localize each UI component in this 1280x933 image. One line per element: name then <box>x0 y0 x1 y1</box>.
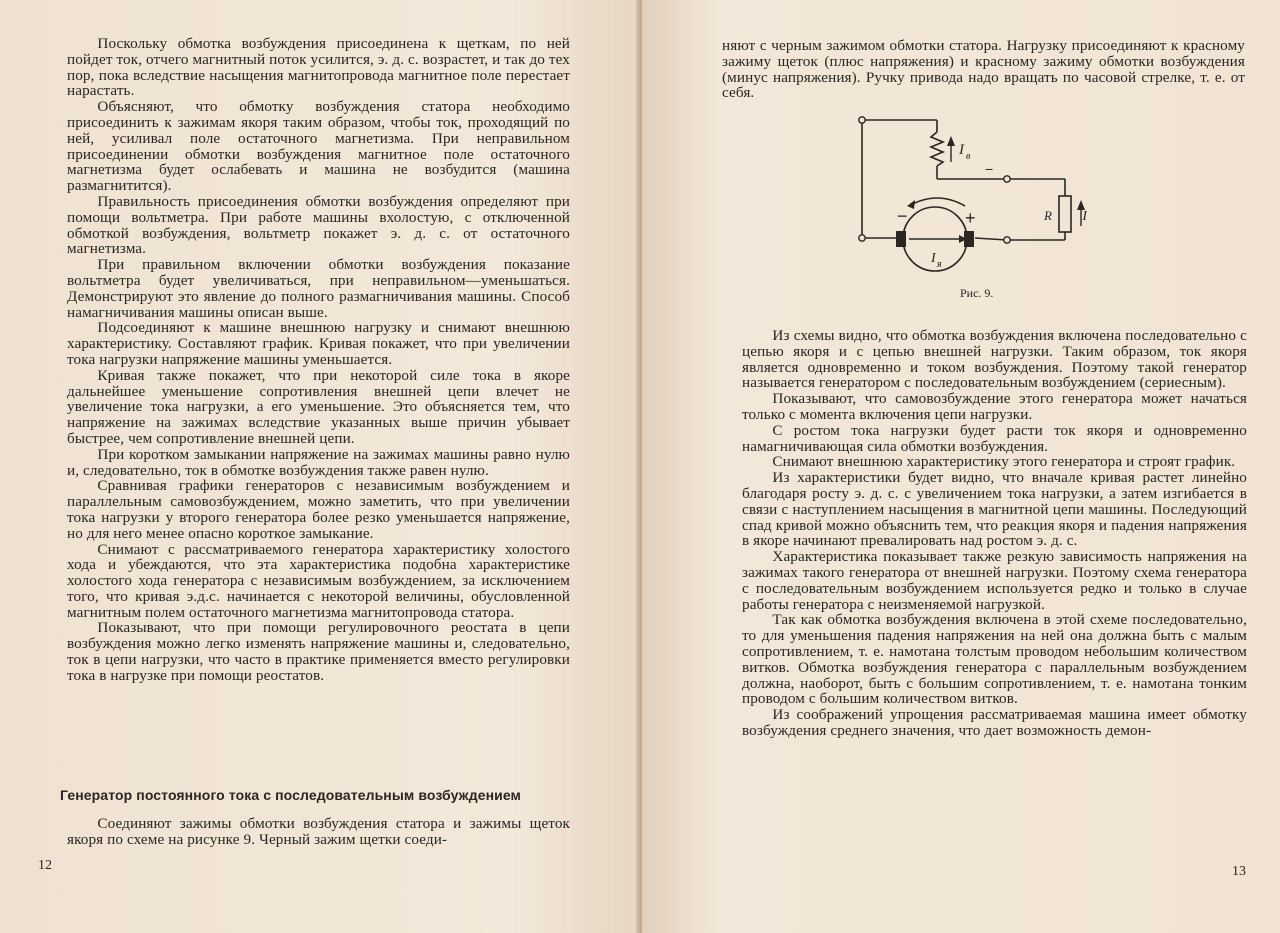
minus-sign-top: − <box>985 161 994 177</box>
field-current-label: I <box>959 142 964 158</box>
paragraph: Соединяют зажимы обмотки возбуждения статора и зажимы щеток якоря по схеме на рисунке 9. Черный зажим щетки соеди- <box>67 815 570 848</box>
field-current-subscript: в <box>966 151 971 162</box>
minus-sign-armature: − <box>897 206 908 226</box>
right-page <box>642 0 1280 933</box>
paragraph: Поскольку обмотка возбуждения присоединена к щеткам, по ней пойдет ток, отчего магнитный поток усилится, э. д. с. возрастет, и так до тех пор, пока вследствие насыщения магнитопровода магнитное поле перестает нарастать. <box>67 35 570 100</box>
armature-current-subscript: я <box>937 259 942 270</box>
left-page-text <box>67 36 570 684</box>
paragraph: При коротком замыкании напряжение на зажимах машины равно нулю и, следовательно, ток в обмотке возбуждения также равен нулю. <box>67 445 570 479</box>
terminal <box>1004 176 1010 182</box>
wire <box>975 238 1007 240</box>
paragraph: Кривая также покажет, что при некоторой силе тока в якоре дальнейшее уменьшение сопротивления внешней цепи влечет не увеличение тока нагрузки, а его уменьшение. Это объясняется тем, что напряжение на зажимах вследствие указанных выше причин убывает быстрее, чем сопротивление внешней цепи. <box>67 366 570 447</box>
field-winding-resistor <box>931 132 943 166</box>
terminal <box>859 117 865 123</box>
armature-current-label: I <box>931 251 936 266</box>
right-page-text-body <box>742 328 1247 739</box>
page-number-left: 12 <box>38 858 52 873</box>
paragraph: Подсоединяют к машине внешнюю нагрузку и снимают внешнюю характеристику. Составляют график. Кривая покажет, что при увеличении тока нагрузки напряжение машины уменьшается. <box>67 319 570 368</box>
paragraph: няют с черным зажимом обмотки статора. Нагрузку присоединяют к красному зажиму щеток (плюс напряжения) и красному зажиму обмотки возбуждения (минус напряжения). Ручку привода надо вращать по часовой стрелке, т. е. от себя. <box>722 37 1245 102</box>
paragraph: Из характеристики будет видно, что вначале кривая растет линейно благодаря росту э. д. с. с увеличением тока нагрузки, а затем изгибается в связи с наступлением насыщения в магнитной цепи машины. Последующий спад кривой можно объяснить тем, что реакция якоря и падения напряжения в якоре начинают превалировать над ростом э. д. с. <box>742 469 1247 550</box>
paragraph: Показывают, что при помощи регулировочного реостата в цепи возбуждения можно легко изменять напряжение машины и, следовательно, ток в цепи нагрузки, что часто в практике применяется вместо регулировки тока в нагрузке при помощи реостатов. <box>67 619 570 684</box>
page-number-right: 13 <box>1232 864 1246 879</box>
paragraph: Сравнивая графики генераторов с независимым возбуждением и параллельным самовозбуждением, можно заметить, что при увеличении тока нагрузки у второго генератора более резко уменьшается напряжение, но для него менее опасно короткое замыкание. <box>67 477 570 542</box>
paragraph: Характеристика показывает также резкую зависимость напряжения на зажимах такого генератора от внешней нагрузки. Поэтому схема генератора с последовательным возбуждением используется редко и только в случае работы генератора с неизменяемой нагрузкой. <box>742 548 1247 613</box>
figure-caption: Рис. 9. <box>960 286 994 300</box>
paragraph: Объясняют, что обмотку возбуждения статора необходимо присоединить к зажимам якоря таким образом, чтобы ток, проходящий по ней, усиливал поле остаточного магнетизма. При неправильном присоединении обмотки возбуждения магнитное поле остаточного магнетизма будет ослабевать и машина не возбудится (машина размагнитится). <box>67 98 570 195</box>
terminal <box>859 235 865 241</box>
paragraph: С ростом тока нагрузки будет расти ток якоря и одновременно намагничивающая сила обмотки возбуждения. <box>742 421 1247 455</box>
paragraph: Так как обмотка возбуждения включена в этой схеме последовательно, то для уменьшения падения напряжения на ней она должна быть с малым сопротивлением, т. е. намотана толстым проводом небольшим количеством витков. Обмотка возбуждения генератора с параллельным возбуждением должна, наоборот, быть с большим сопротивлением, т. е. намотана тонким проводом с большим количеством витков. <box>742 611 1247 708</box>
load-resistor-label: R <box>1044 208 1052 223</box>
paragraph: Показывают, что самовозбуждение этого генератора может начаться только с момента включения цепи нагрузки. <box>742 390 1247 423</box>
left-page-text-after-heading <box>67 816 570 848</box>
terminal <box>1004 237 1010 243</box>
paragraph: При правильном включении обмотки возбуждения показание вольтметра будет увеличиваться, при неправильном—уменьшаться. Демонстрируют это явление до полного размагничивания машины. Способ намагничивания машины описан выше. <box>67 256 570 321</box>
load-current-label: I <box>1082 209 1087 224</box>
section-heading: Генератор постоянного тока с последовательным возбуждением <box>60 787 521 803</box>
paragraph: Правильность присоединения обмотки возбуждения определяют при помощи вольтметра. При работе машины вхолостую, с отключенной обмоткой возбуждения, вольтметр покажет э. д. с. от остаточного магнетизма. <box>67 192 570 258</box>
paragraph: Из схемы видно, что обмотка возбуждения включена последовательно с цепью якоря и с цепью внешней нагрузки. Таким образом, ток якоря является одновременно и током возбуждения. Поэтому такой генератор называется генератором с последовательным возбуждением (сериесным). <box>742 327 1247 392</box>
right-page-text-top <box>722 38 1245 101</box>
rotation-arrowhead <box>907 200 915 209</box>
load-resistor <box>1059 196 1071 232</box>
paragraph: Снимают с рассматриваемого генератора характеристику холостого хода и убеждаются, что эта характеристика подобна характеристике холостого хода генератора с независимым возбуждением, за исключением того, что кривая э.д.с. начинается с некоторой величины, обусловленной магнитным полем остаточного магнетизма магнитопровода статора. <box>67 540 570 621</box>
rotation-arrow <box>909 198 965 206</box>
plus-sign-armature: + <box>965 208 976 228</box>
circuit-diagram-figure <box>847 108 1087 296</box>
brush-left <box>896 231 906 247</box>
paragraph: Из соображений упрощения рассматриваемая машина имеет обмотку возбуждения среднего значения, что дает возможность демон- <box>742 706 1247 739</box>
paragraph: Снимают внешнюю характеристику этого генератора и строят график. <box>772 453 1236 471</box>
